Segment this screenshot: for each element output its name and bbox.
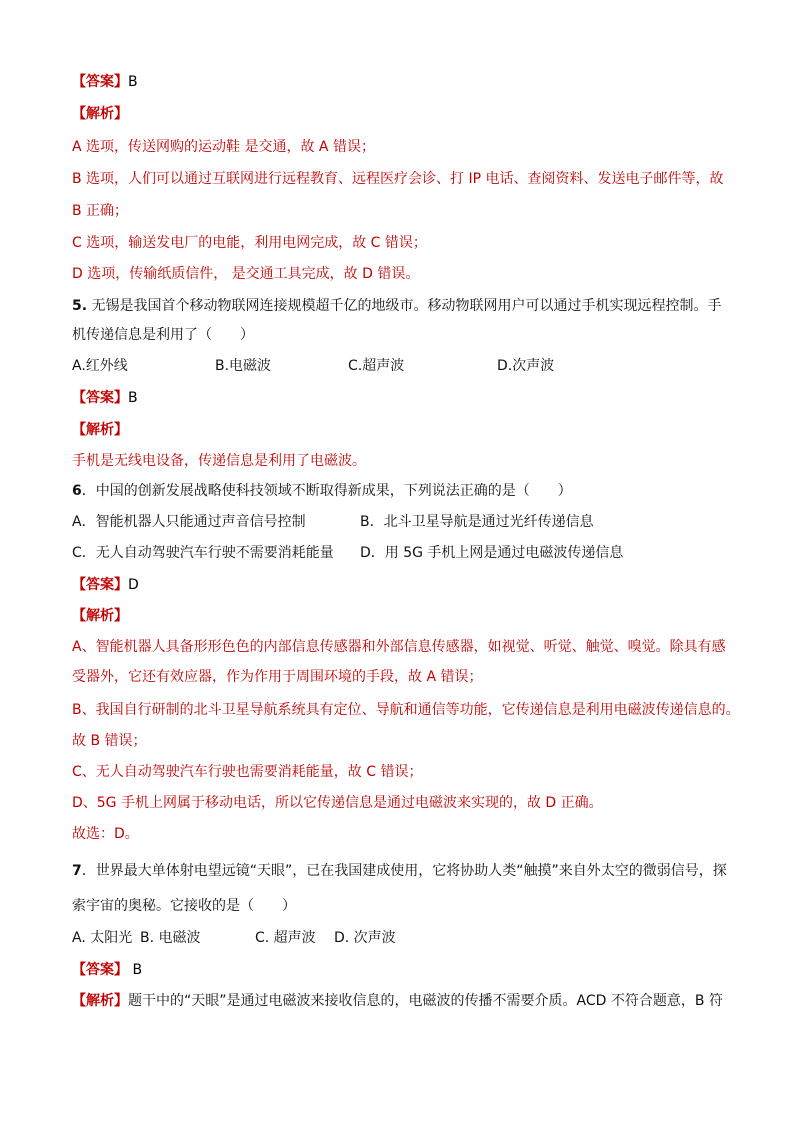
question-stem [72,297,722,315]
option: C. 超声波 [255,930,316,946]
analysis-text: B 正确； [72,203,129,219]
answer-label: 【答案】 [72,962,128,978]
option: B. 电磁波 [140,930,201,946]
explain-line [72,992,723,1010]
answer-label: 【答案】 [72,390,128,406]
analysis-heading: 【解析】 [72,608,128,624]
question-number: 6 [72,483,82,499]
analysis-text: C、无人自动驾驶汽车行驶也需要消耗能量，故 C 错误； [72,764,423,780]
answer-label: 【答案】 [72,577,128,593]
question-text: 无锡是我国首个移动物联网连接规模超千亿的地级市。移动物联网用户可以通过手机实现远程控制。手 [87,298,722,314]
answer-line [72,576,139,594]
explain-text: 题干中的“天眼”是通过电磁波来接收信息的，电磁波的传播不需要介质。ACD 不符合题意，B 符 [128,993,723,1009]
option: B.电磁波 [215,358,272,374]
options-row [72,544,712,562]
answer-line [72,961,142,979]
explain-label: 【解析】 [72,993,128,1009]
question-text: ．中国的创新发展战略使科技领域不断取得新成果，下列说法正确的是（ ） [81,483,572,499]
analysis-text: 故 B 错误； [72,733,147,749]
option: A.红外线 [72,358,128,374]
analysis-text: D 选项，传输纸质信件， 是交通工具完成，故 D 错误。 [72,266,420,282]
options-row [72,357,712,375]
analysis-text: B 选项，人们可以通过互联网进行远程教育、远程医疗会诊、打 IP 电话、查阅资料、发送电子邮件等，故 [72,171,724,187]
analysis-text: 受器外，它还有效应器，作为作用于周围环境的手段，故 A 错误； [72,669,483,685]
analysis-heading: 【解析】 [72,106,128,122]
option: C．无人自动驾驶汽车行驶不需要消耗能量 [72,545,334,561]
question-number: 5. [72,298,88,314]
option: C.超声波 [348,358,405,374]
option: D.次声波 [497,358,555,374]
question-stem [72,862,727,880]
analysis-text: B、我国自行研制的北斗卫星导航系统具有定位、导航和通信等功能，它传递信息是利用电磁波传递信息的。 [72,702,740,718]
question-text: ．世界最大单体射电望远镜“天眼”，已在我国建成使用，它将协助人类“触摸”来自外太空的微弱信号，探 [81,863,727,879]
answer-line [72,73,138,91]
answer-value: B [128,74,138,90]
option: B．北斗卫星导航是通过光纤传递信息 [360,514,594,530]
answer-value: B [128,390,138,406]
answer-label: 【答案】 [72,74,128,90]
question-number: 7 [72,863,82,879]
answer-value: B [128,962,143,978]
question-stem [72,482,572,500]
analysis-text: A、智能机器人具备形形色色的内部信息传感器和外部信息传感器，如视觉、听觉、触觉、嗅觉。除具有感 [72,639,726,655]
analysis-text: A 选项，传送网购的运动鞋 是交通，故 A 错误； [72,139,375,155]
option: A．智能机器人只能通过声音信号控制 [72,514,306,530]
options-row [72,513,712,531]
analysis-heading: 【解析】 [72,422,128,438]
option: D. 次声波 [334,930,396,946]
options-row [72,929,472,947]
analysis-text: 手机是无线电设备，传递信息是利用了电磁波。 [72,453,366,469]
analysis-text: 故选：D。 [72,826,139,842]
analysis-text: C 选项，输送发电厂的电能，利用电网完成，故 C 错误； [72,235,427,251]
question-stem: 机传递信息是利用了（ ） [72,327,254,343]
answer-line [72,389,138,407]
question-stem: 索宇宙的奥秘。它接收的是（ ） [72,898,296,914]
answer-value: D [128,577,139,593]
option: D．用 5G 手机上网是通过电磁波传递信息 [360,545,624,561]
option: A. 太阳光 [72,930,133,946]
analysis-text: D、5G 手机上网属于移动电话，所以它传递信息是通过电磁波来实现的，故 D 正确。 [72,795,603,811]
